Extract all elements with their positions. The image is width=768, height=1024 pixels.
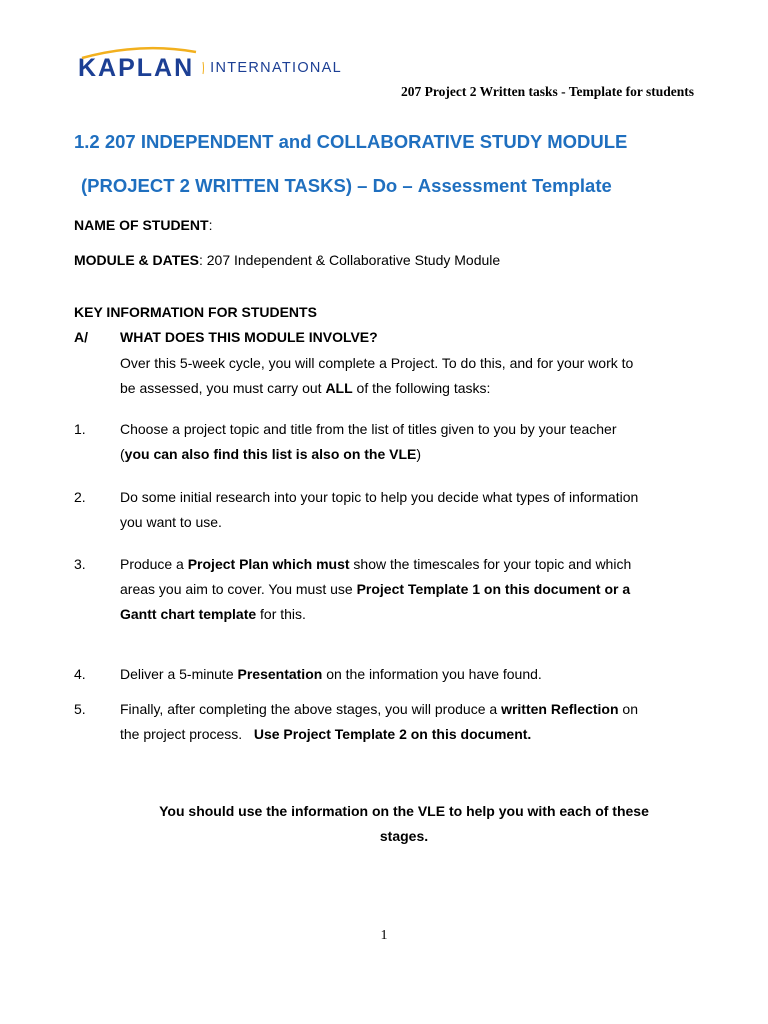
task-5-line-1: Finally, after completing the above stages, you will produce a written Reflection on bbox=[120, 701, 638, 717]
task-number: 2. bbox=[74, 489, 86, 505]
logo-separator-icon bbox=[202, 55, 204, 81]
kaplan-international-logo bbox=[78, 50, 342, 86]
page-number: 1 bbox=[380, 928, 388, 943]
logo-brand: KAPLAN bbox=[78, 54, 194, 83]
task-2-line-2: you want to use. bbox=[120, 514, 222, 530]
task-number: 1. bbox=[74, 421, 86, 437]
intro-line-2: be assessed, you must carry out ALL of the following tasks: bbox=[120, 380, 491, 396]
task-5-line-2: the project process. Use Project Template 2 on this document. bbox=[120, 726, 532, 742]
section-heading: WHAT DOES THIS MODULE INVOLVE? bbox=[120, 329, 378, 345]
section-marker: A/ bbox=[74, 329, 88, 345]
intro-line-1: Over this 5-week cycle, you will complete a Project. To do this, and for your work to bbox=[120, 355, 634, 371]
task-number: 3. bbox=[74, 556, 86, 572]
task-3-line-3: Gantt chart template for this. bbox=[120, 606, 306, 622]
closing-line-1: You should use the information on the VLE to help you with each of these bbox=[159, 803, 649, 819]
logo-swoosh-icon bbox=[80, 46, 198, 60]
task-3-line-2: areas you aim to cover. You must use Project Template 1 on this document or a bbox=[120, 581, 631, 597]
key-info-heading: KEY INFORMATION FOR STUDENTS bbox=[74, 304, 317, 320]
logo-subtitle: INTERNATIONAL bbox=[210, 60, 343, 76]
task-1-line-1: Choose a project topic and title from the list of titles given to you by your teacher bbox=[120, 421, 617, 437]
closing-line-2: stages. bbox=[379, 828, 429, 844]
document-title-line2: (PROJECT 2 WRITTEN TASKS) – Do – Assessment Template bbox=[81, 175, 612, 196]
document-header: 207 Project 2 Written tasks - Template for students bbox=[401, 84, 694, 99]
task-number: 4. bbox=[74, 666, 86, 682]
student-name-line: NAME OF STUDENT: bbox=[74, 217, 213, 233]
task-number: 5. bbox=[74, 701, 86, 717]
task-3-line-1: Produce a Project Plan which must show the timescales for your topic and which bbox=[120, 556, 632, 572]
task-2-line-1: Do some initial research into your topic to help you decide what types of information bbox=[120, 489, 639, 505]
module-dates-line: MODULE & DATES: 207 Independent & Collaborative Study Module bbox=[74, 252, 501, 268]
task-4-line-1: Deliver a 5-minute Presentation on the information you have found. bbox=[120, 666, 542, 682]
document-title-line1: 1.2 207 INDEPENDENT and COLLABORATIVE STUDY MODULE bbox=[74, 131, 628, 152]
task-1-line-2: (you can also find this list is also on the VLE) bbox=[120, 446, 422, 462]
